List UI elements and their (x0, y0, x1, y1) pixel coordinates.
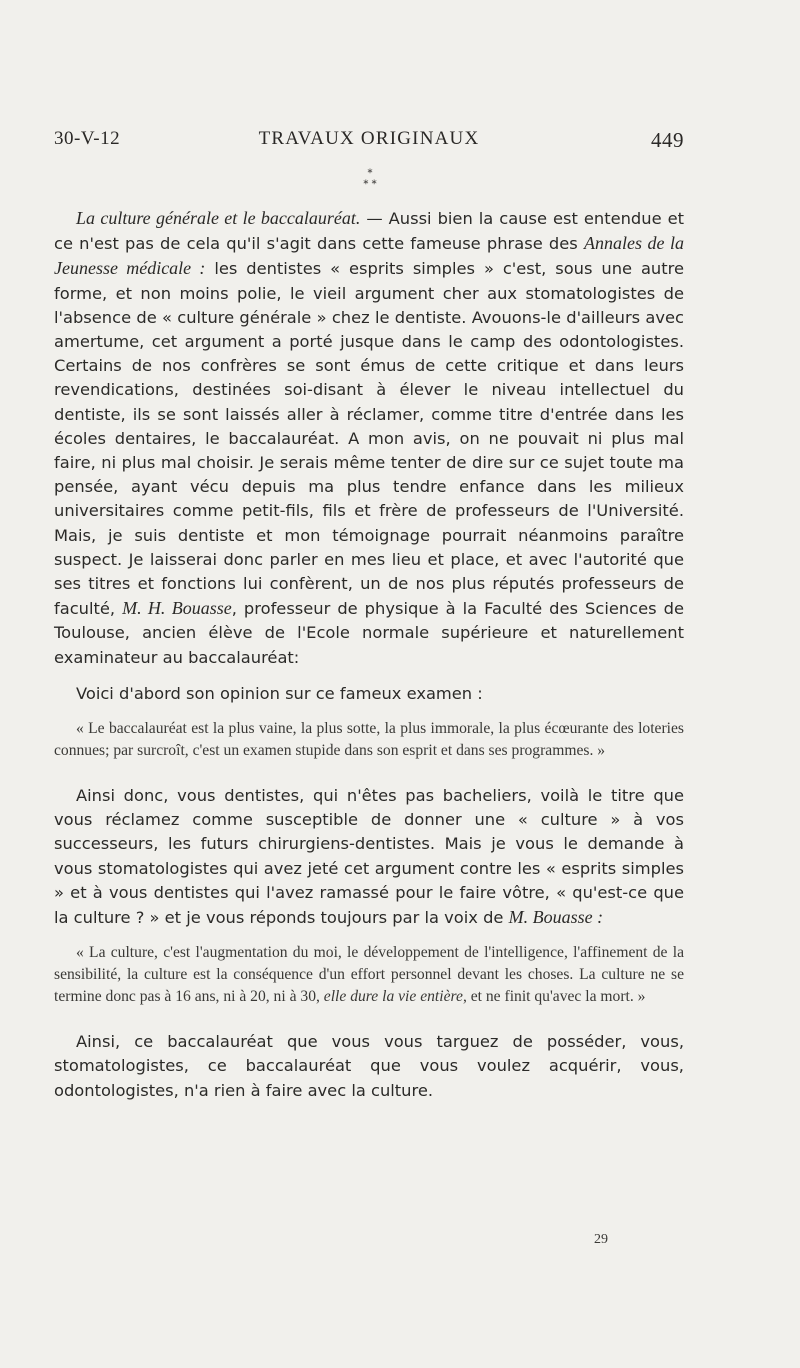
italic-text: M. H. Bouasse (122, 598, 232, 619)
italic-text: elle dure la vie entière (323, 988, 463, 1006)
paragraph-spacer (54, 762, 684, 784)
asterism-top: * (367, 168, 373, 179)
paragraph-spacer (54, 1008, 684, 1030)
asterism (0, 168, 740, 190)
text-run: , professeur de physique à la Faculté des Sciences de Toulouse, ancien élève de l'Ecole normale supérieure et naturellement examinateur au baccalauréat: (54, 599, 684, 667)
text-run: , et ne finit qu'avec la mort. » (462, 988, 646, 1006)
text-run: — Aussi bien la cause est entendue et ce n'est pas de cela qu'il s'agit dans cette fameuse phrase des (54, 209, 684, 254)
italic-text: Annales de la Jeunesse médicale : (54, 233, 684, 279)
body-paragraph (54, 784, 684, 930)
italic-text: M. Bouasse : (508, 907, 604, 928)
asterism-bottom: * * (363, 179, 377, 190)
running-header (54, 128, 684, 158)
header-date: 30-V-12 (54, 128, 121, 149)
text-run: Ainsi, ce baccalauréat que vous vous targuez de posséder, vous, stomatologistes, ce baccalauréat que vous voulez acquérir, vous, odontologistes, n'a rien à faire avec la culture. (54, 1032, 684, 1100)
text-run: les dentistes « esprits simples » c'est, sous une autre forme, et non moins polie, le vieil argument cher aux stomatologistes de l'absence de « culture générale » chez le dentiste. Avouons-le d'ailleurs avec amertume, cet argument a porté jusque dans le camp des odontologistes. Certains de nos confrères se sont émus de cette critique et dans leurs revendications, destinées soi-disant à élever le niveau intellectuel du dentiste, ils se sont laissés aller à réclamer, comme titre d'entrée dans les écoles dentaires, le baccalauréat. A mon avis, on ne pouvait ni plus mal faire, ni plus mal choisir. Je serais même tenter de dire sur ce sujet toute ma pensée, ayant vécu depuis ma plus tendre enfance dans les milieux universitaires comme petit-fils, fils et frère de professeurs de l'Université. Mais, je suis dentiste et mon témoignage pourrait néanmoins paraître suspect. Je laisserai donc parler en mes lieu et place, et avec l'autorité que ses titres et fonctions lui confèrent, un de nos plus réputés professeurs de faculté, (54, 259, 684, 619)
text-run: Ainsi donc, vous dentistes, qui n'êtes pas bacheliers, voilà le titre que vous réclamez comme susceptible de donner une « culture » à vos successeurs, les futurs chirurgiens-dentistes. Mais je vous le demande à vous stomatologistes qui avez jeté cet argument contre les « esprits simples » et à vous dentistes qui l'avez ramassé pour le faire vôtre, « qu'est-ce que la culture ? » et je vous réponds toujours par la voix de (54, 786, 684, 928)
article-body (54, 206, 684, 1103)
body-paragraph (54, 682, 684, 706)
printer-signature: 29 (594, 1232, 608, 1247)
header-title: TRAVAUX ORIGINAUX (258, 128, 480, 149)
text-run: « Le baccalauréat est la plus vaine, la plus sotte, la plus immorale, la plus écœurante des loteries connues; par surcroît, c'est un examen stupide dans son esprit et dans ses programmes. » (54, 720, 684, 760)
paragraph-spacer (54, 706, 684, 718)
quotation-paragraph (54, 942, 684, 1008)
paragraph-spacer (54, 670, 684, 682)
page-number: 449 (651, 128, 684, 152)
text-run: « La culture, c'est l'augmentation du moi, le développement de l'intelligence, l'affinement de la sensibilité, la culture est la conséquence d'un effort personnel devant les choses. La culture ne se termine donc pas à 16 ans, ni à 20, ni à 30, (54, 944, 684, 1006)
body-paragraph (54, 206, 684, 670)
italic-text: La culture générale et le baccalauréat. (76, 208, 361, 228)
text-run: Voici d'abord son opinion sur ce fameux examen : (76, 683, 483, 703)
body-paragraph (54, 1030, 684, 1103)
paragraph-spacer (54, 930, 684, 942)
quotation-paragraph (54, 718, 684, 762)
